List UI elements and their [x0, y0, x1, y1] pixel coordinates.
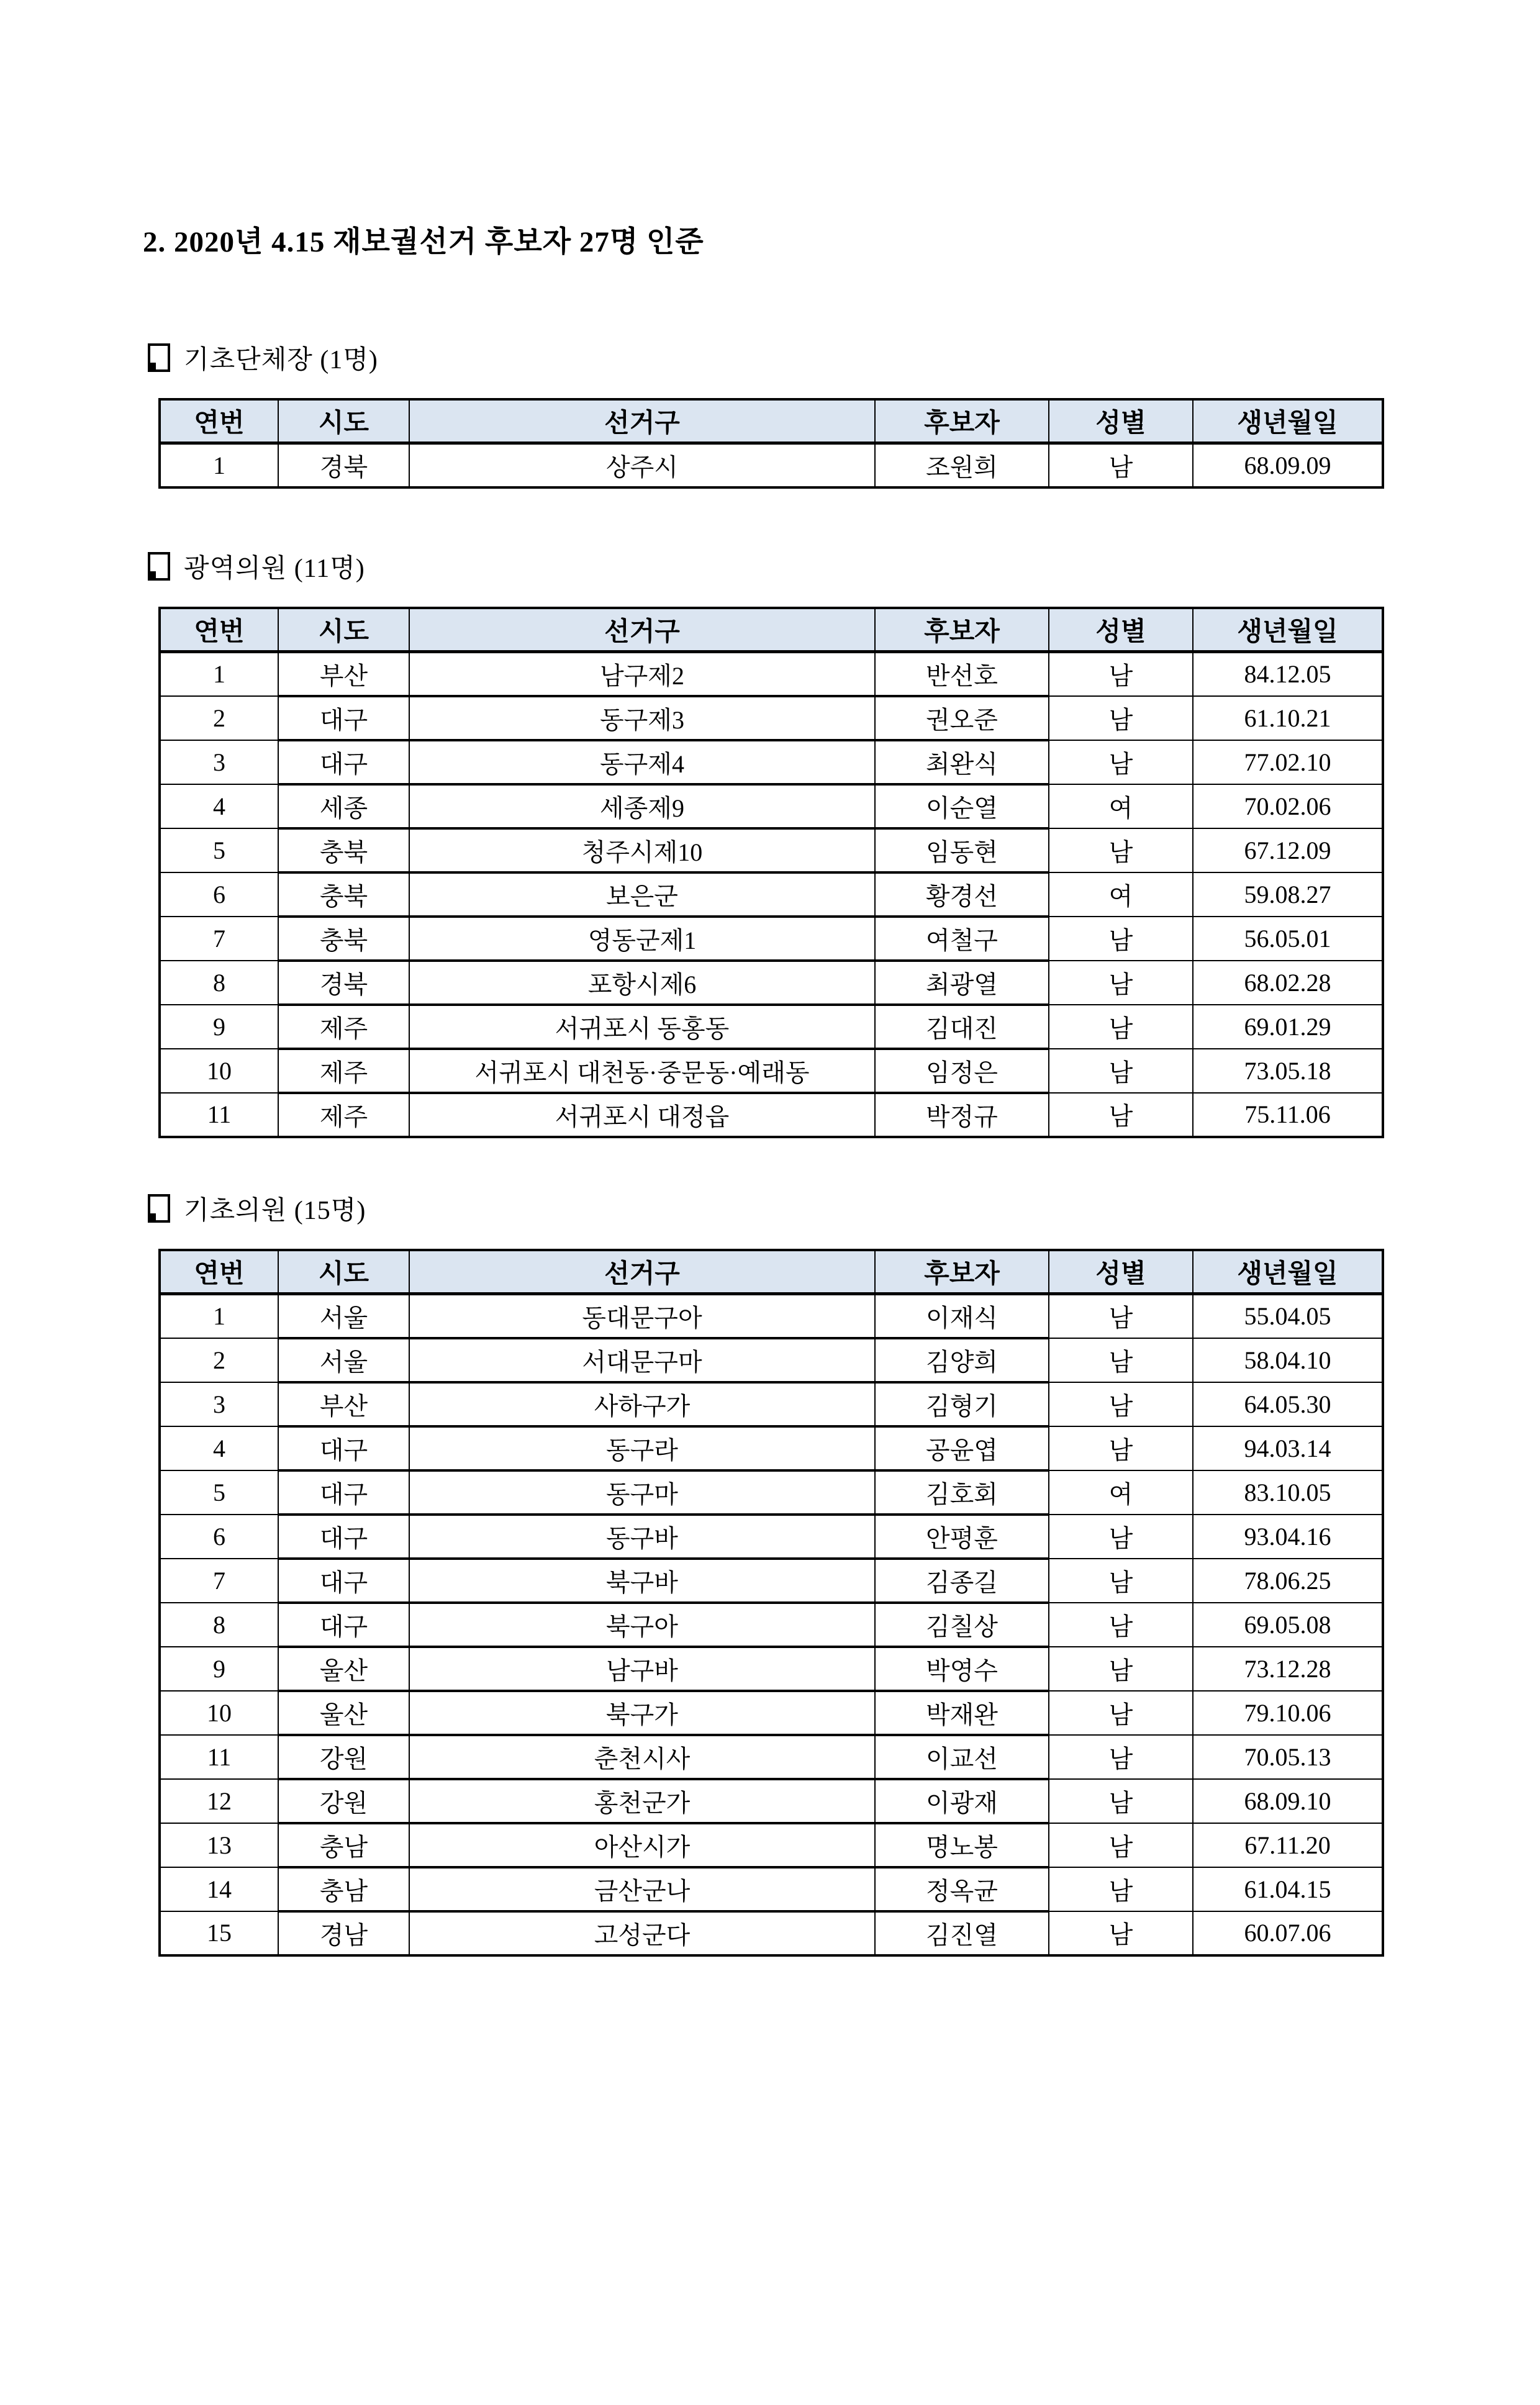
table-cell: 청주시제10 — [409, 828, 875, 872]
table-cell: 67.11.20 — [1193, 1823, 1383, 1867]
table-cell: 충남 — [278, 1867, 409, 1911]
table-cell: 최완식 — [875, 740, 1049, 784]
table-cell: 70.05.13 — [1193, 1735, 1383, 1779]
table-cell: 8 — [160, 1603, 278, 1647]
table-cell: 7 — [160, 1559, 278, 1603]
table-cell: 조원희 — [875, 443, 1049, 487]
table-cell: 여 — [1049, 1470, 1193, 1515]
column-header: 생년월일 — [1193, 608, 1383, 652]
table-row — [160, 1823, 1383, 1867]
column-header: 생년월일 — [1193, 1250, 1383, 1294]
table-cell: 남 — [1049, 1735, 1193, 1779]
page-title: 2. 2020년 4.15 재보궐선거 후보자 27명 인준 — [143, 226, 704, 258]
table-cell: 9 — [160, 1647, 278, 1691]
table-cell: 황경선 — [875, 872, 1049, 917]
table-cell: 강원 — [278, 1779, 409, 1823]
table-cell: 대구 — [278, 1603, 409, 1647]
table-cell: 여 — [1049, 784, 1193, 828]
table-cell: 경북 — [278, 443, 409, 487]
table-cell: 동대문구아 — [409, 1293, 875, 1338]
table-cell: 6 — [160, 872, 278, 917]
table-cell: 남 — [1049, 1338, 1193, 1382]
table-cell: 61.04.15 — [1193, 1867, 1383, 1911]
table-cell: 안평훈 — [875, 1515, 1049, 1559]
table-cell: 8 — [160, 961, 278, 1005]
table-row — [160, 1005, 1383, 1049]
table-cell: 세종 — [278, 784, 409, 828]
section — [0, 1192, 1540, 1957]
table-cell: 금산군나 — [409, 1867, 875, 1911]
table-cell: 15 — [160, 1911, 278, 1955]
table-cell: 2 — [160, 696, 278, 740]
table-cell: 남 — [1049, 917, 1193, 961]
candidates-table — [158, 607, 1384, 1138]
table-cell: 12 — [160, 1779, 278, 1823]
table-cell: 최광열 — [875, 961, 1049, 1005]
table-cell: 73.12.28 — [1193, 1647, 1383, 1691]
table-cell: 대구 — [278, 696, 409, 740]
table-row — [160, 1515, 1383, 1559]
table-cell: 보은군 — [409, 872, 875, 917]
table-cell: 68.09.10 — [1193, 1779, 1383, 1823]
table-cell: 83.10.05 — [1193, 1470, 1383, 1515]
checkbox-bullet-icon — [148, 552, 170, 581]
sections-container — [0, 341, 1540, 1957]
table-cell: 동구라 — [409, 1426, 875, 1470]
table-cell: 제주 — [278, 1005, 409, 1049]
table-cell: 대구 — [278, 1470, 409, 1515]
section — [0, 550, 1540, 1138]
section — [0, 341, 1540, 489]
table-cell: 10 — [160, 1049, 278, 1093]
table-cell: 73.05.18 — [1193, 1049, 1383, 1093]
table-cell: 남구제2 — [409, 651, 875, 696]
table-cell: 78.06.25 — [1193, 1559, 1383, 1603]
table-cell: 서대문구마 — [409, 1338, 875, 1382]
candidates-table — [158, 398, 1384, 489]
table-row — [160, 651, 1383, 696]
table-cell: 박영수 — [875, 1647, 1049, 1691]
table-cell: 김종길 — [875, 1559, 1049, 1603]
table-cell: 55.04.05 — [1193, 1293, 1383, 1338]
column-header: 시도 — [278, 399, 409, 443]
table-cell: 대구 — [278, 1426, 409, 1470]
column-header: 연번 — [160, 608, 278, 652]
table-cell: 1 — [160, 443, 278, 487]
table-cell: 서귀포시 동홍동 — [409, 1005, 875, 1049]
column-header: 시도 — [278, 1250, 409, 1294]
table-cell: 제주 — [278, 1093, 409, 1137]
table-row — [160, 828, 1383, 872]
checkbox-bullet-icon — [148, 343, 170, 372]
table-cell: 사하구가 — [409, 1382, 875, 1426]
table-cell: 동구바 — [409, 1515, 875, 1559]
table-row — [160, 961, 1383, 1005]
table-cell: 남 — [1049, 651, 1193, 696]
table-cell: 공윤엽 — [875, 1426, 1049, 1470]
table-cell: 김칠상 — [875, 1603, 1049, 1647]
table-row — [160, 1426, 1383, 1470]
table-cell: 포항시제6 — [409, 961, 875, 1005]
table-cell: 남 — [1049, 961, 1193, 1005]
table-cell: 남 — [1049, 1049, 1193, 1093]
table-row — [160, 1338, 1383, 1382]
table-cell: 남 — [1049, 1515, 1193, 1559]
table-cell: 부산 — [278, 651, 409, 696]
table-row — [160, 1293, 1383, 1338]
table-cell: 아산시가 — [409, 1823, 875, 1867]
section-heading-label: 기초의원 (15명) — [184, 1196, 366, 1225]
table-cell: 1 — [160, 651, 278, 696]
table-cell: 여철구 — [875, 917, 1049, 961]
table-row — [160, 1735, 1383, 1779]
table-cell: 75.11.06 — [1193, 1093, 1383, 1137]
table-row — [160, 1093, 1383, 1137]
table-cell: 부산 — [278, 1382, 409, 1426]
table-cell: 서울 — [278, 1338, 409, 1382]
table-cell: 남 — [1049, 1005, 1193, 1049]
table-row — [160, 1647, 1383, 1691]
table-row — [160, 1049, 1383, 1093]
table-cell: 14 — [160, 1867, 278, 1911]
table-row — [160, 740, 1383, 784]
table-row — [160, 872, 1383, 917]
column-header: 연번 — [160, 1250, 278, 1294]
table-cell: 77.02.10 — [1193, 740, 1383, 784]
table-cell: 79.10.06 — [1193, 1691, 1383, 1735]
table-cell: 김대진 — [875, 1005, 1049, 1049]
table-row — [160, 784, 1383, 828]
table-cell: 김호회 — [875, 1470, 1049, 1515]
table-cell: 김양희 — [875, 1338, 1049, 1382]
column-header: 선거구 — [409, 1250, 875, 1294]
table-cell: 남 — [1049, 1691, 1193, 1735]
document-page — [0, 227, 1540, 2405]
table-cell: 홍천군가 — [409, 1779, 875, 1823]
table-cell: 58.04.10 — [1193, 1338, 1383, 1382]
table-row — [160, 443, 1383, 487]
table-cell: 56.05.01 — [1193, 917, 1383, 961]
table-cell: 대구 — [278, 1515, 409, 1559]
section-heading — [148, 550, 1540, 583]
table-cell: 동구제4 — [409, 740, 875, 784]
table-cell: 반선호 — [875, 651, 1049, 696]
table-cell: 울산 — [278, 1691, 409, 1735]
table-cell: 69.05.08 — [1193, 1603, 1383, 1647]
header-row — [160, 1250, 1383, 1294]
table-row — [160, 1867, 1383, 1911]
table-cell: 7 — [160, 917, 278, 961]
table-cell: 1 — [160, 1293, 278, 1338]
table-cell: 남 — [1049, 443, 1193, 487]
table-cell: 영동군제1 — [409, 917, 875, 961]
table-cell: 경남 — [278, 1911, 409, 1955]
table-cell: 60.07.06 — [1193, 1911, 1383, 1955]
table-cell: 남 — [1049, 1293, 1193, 1338]
table-cell: 충북 — [278, 917, 409, 961]
table-row — [160, 1382, 1383, 1426]
table-cell: 충북 — [278, 872, 409, 917]
table-cell: 10 — [160, 1691, 278, 1735]
column-header: 연번 — [160, 399, 278, 443]
column-header: 선거구 — [409, 399, 875, 443]
table-cell: 북구가 — [409, 1691, 875, 1735]
table-cell: 남 — [1049, 1779, 1193, 1823]
table-cell: 박정규 — [875, 1093, 1049, 1137]
column-header: 성별 — [1049, 1250, 1193, 1294]
table-row — [160, 1603, 1383, 1647]
table-cell: 상주시 — [409, 443, 875, 487]
table-cell: 남 — [1049, 1823, 1193, 1867]
table-cell: 69.01.29 — [1193, 1005, 1383, 1049]
table-cell: 경북 — [278, 961, 409, 1005]
table-cell: 대구 — [278, 1559, 409, 1603]
table-cell: 충북 — [278, 828, 409, 872]
table-cell: 5 — [160, 828, 278, 872]
column-header: 성별 — [1049, 399, 1193, 443]
header-row — [160, 608, 1383, 652]
table-cell: 이교선 — [875, 1735, 1049, 1779]
table-cell: 61.10.21 — [1193, 696, 1383, 740]
table-cell: 남 — [1049, 1382, 1193, 1426]
section-heading-label: 기초단체장 (1명) — [184, 345, 378, 374]
table-cell: 67.12.09 — [1193, 828, 1383, 872]
table-cell: 명노봉 — [875, 1823, 1049, 1867]
table-cell: 남 — [1049, 1647, 1193, 1691]
table-cell: 임정은 — [875, 1049, 1049, 1093]
table-cell: 강원 — [278, 1735, 409, 1779]
table-cell: 울산 — [278, 1647, 409, 1691]
column-header: 선거구 — [409, 608, 875, 652]
table-cell: 북구아 — [409, 1603, 875, 1647]
table-cell: 김형기 — [875, 1382, 1049, 1426]
table-cell: 13 — [160, 1823, 278, 1867]
table-cell: 동구제3 — [409, 696, 875, 740]
table-row — [160, 1470, 1383, 1515]
table-cell: 춘천시사 — [409, 1735, 875, 1779]
table-cell: 박재완 — [875, 1691, 1049, 1735]
table-cell: 제주 — [278, 1049, 409, 1093]
table-cell: 94.03.14 — [1193, 1426, 1383, 1470]
table-cell: 남 — [1049, 1093, 1193, 1137]
table-cell: 정옥균 — [875, 1867, 1049, 1911]
table-cell: 남구바 — [409, 1647, 875, 1691]
table-cell: 북구바 — [409, 1559, 875, 1603]
header-row — [160, 399, 1383, 443]
table-cell: 고성군다 — [409, 1911, 875, 1955]
candidates-table — [158, 1249, 1384, 1957]
table-cell: 68.09.09 — [1193, 443, 1383, 487]
table-cell: 남 — [1049, 1559, 1193, 1603]
table-cell: 11 — [160, 1093, 278, 1137]
table-cell: 4 — [160, 784, 278, 828]
table-row — [160, 696, 1383, 740]
column-header: 후보자 — [875, 1250, 1049, 1294]
table-cell: 여 — [1049, 872, 1193, 917]
table-cell: 5 — [160, 1470, 278, 1515]
section-heading — [148, 1192, 1540, 1225]
table-row — [160, 1559, 1383, 1603]
table-cell: 9 — [160, 1005, 278, 1049]
table-cell: 64.05.30 — [1193, 1382, 1383, 1426]
table-cell: 이순열 — [875, 784, 1049, 828]
table-row — [160, 917, 1383, 961]
table-cell: 6 — [160, 1515, 278, 1559]
section-heading-label: 광역의원 (11명) — [184, 554, 365, 583]
section-heading — [148, 341, 1540, 374]
column-header: 시도 — [278, 608, 409, 652]
table-cell: 3 — [160, 740, 278, 784]
table-cell: 남 — [1049, 1603, 1193, 1647]
table-cell: 남 — [1049, 740, 1193, 784]
table-cell: 서울 — [278, 1293, 409, 1338]
column-header: 성별 — [1049, 608, 1193, 652]
table-cell: 4 — [160, 1426, 278, 1470]
column-header: 후보자 — [875, 399, 1049, 443]
table-cell: 남 — [1049, 1867, 1193, 1911]
table-cell: 김진열 — [875, 1911, 1049, 1955]
table-cell: 세종제9 — [409, 784, 875, 828]
table-cell: 남 — [1049, 828, 1193, 872]
table-cell: 59.08.27 — [1193, 872, 1383, 917]
table-cell: 68.02.28 — [1193, 961, 1383, 1005]
table-cell: 2 — [160, 1338, 278, 1382]
checkbox-bullet-icon — [148, 1194, 170, 1223]
column-header: 생년월일 — [1193, 399, 1383, 443]
table-cell: 서귀포시 대천동·중문동·예래동 — [409, 1049, 875, 1093]
table-cell: 84.12.05 — [1193, 651, 1383, 696]
table-cell: 서귀포시 대정읍 — [409, 1093, 875, 1137]
table-row — [160, 1691, 1383, 1735]
table-cell: 권오준 — [875, 696, 1049, 740]
table-cell: 70.02.06 — [1193, 784, 1383, 828]
table-cell: 충남 — [278, 1823, 409, 1867]
table-row — [160, 1779, 1383, 1823]
table-cell: 이재식 — [875, 1293, 1049, 1338]
table-cell: 임동현 — [875, 828, 1049, 872]
table-row — [160, 1911, 1383, 1955]
table-cell: 93.04.16 — [1193, 1515, 1383, 1559]
column-header: 후보자 — [875, 608, 1049, 652]
table-cell: 이광재 — [875, 1779, 1049, 1823]
table-cell: 남 — [1049, 696, 1193, 740]
table-cell: 11 — [160, 1735, 278, 1779]
table-cell: 남 — [1049, 1426, 1193, 1470]
table-cell: 대구 — [278, 740, 409, 784]
table-cell: 3 — [160, 1382, 278, 1426]
table-cell: 남 — [1049, 1911, 1193, 1955]
table-cell: 동구마 — [409, 1470, 875, 1515]
